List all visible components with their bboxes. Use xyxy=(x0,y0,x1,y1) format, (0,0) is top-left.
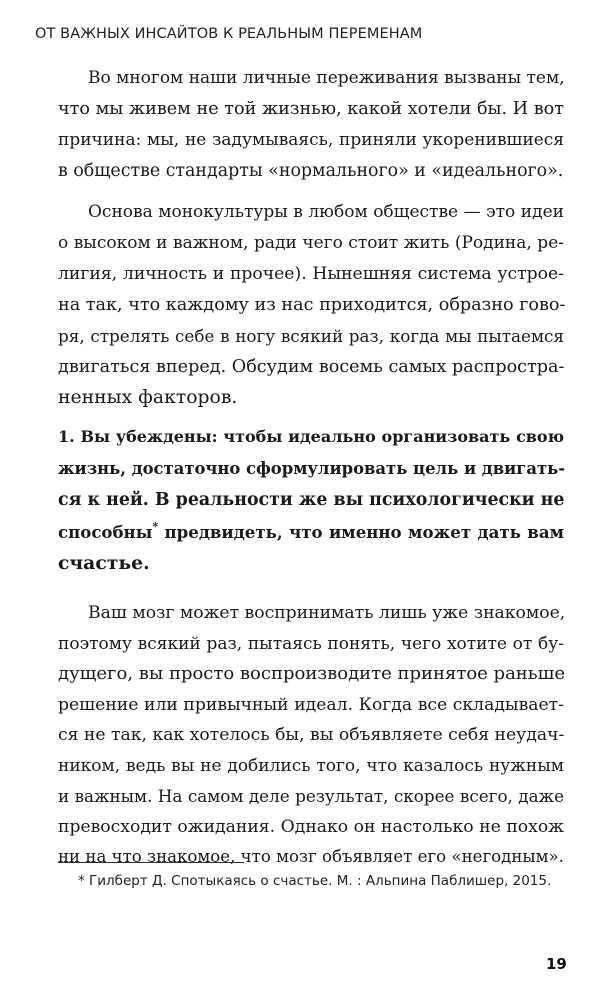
paragraph-3-line-2: поэтому всякий раз, пытаясь понять, чего хотите от бу- xyxy=(58,633,564,654)
paragraph-3-line-7: и важным. На самом деле результат, скорее всего, даже xyxy=(58,786,564,806)
point-1-line-4-end: предвидеть, что именно может дать вам xyxy=(158,521,564,542)
page-number: 19 xyxy=(546,955,567,973)
paragraph-2-line-1: Основа монокультуры в любом обществе — это идеи xyxy=(88,202,564,222)
point-1-line-4-start: способны xyxy=(58,521,153,542)
footnote-marker: * xyxy=(152,519,159,533)
paragraph-3-line-5: ся не так, как хотелось бы, вы объявляете себя неудач- xyxy=(58,725,565,745)
point-1-line-5: счастье. xyxy=(58,552,150,574)
paragraph-3-line-3: дущего, вы просто воспроизводите принятое раньше xyxy=(58,663,565,684)
paragraph-2-line-6: двигаться вперед. Обсудим восемь самых распростра- xyxy=(58,357,565,377)
paragraph-3-line-4: решение или привычный идеал. Когда все складывает- xyxy=(58,694,564,715)
paragraph-3-line-8: превосходит ожидания. Однако он настолько не похож xyxy=(58,816,564,837)
point-1-line-2: жизнь, достаточно сформулировать цель и двигать- xyxy=(58,458,566,478)
point-1-line-4 xyxy=(58,516,564,548)
paragraph-3-line-9: ни на что знакомое, что мозг объявляет его «негодным». xyxy=(58,847,564,866)
footnote-divider xyxy=(58,862,244,863)
paragraph-1-line-3: причина: мы, не задумываясь, приняли укоренившиеся xyxy=(58,130,564,150)
paragraph-2-line-2: о высоком и важном, ради чего стоит жить (Родина, ре- xyxy=(58,233,564,253)
paragraph-2-line-4: на так, что каждому из нас приходится, образно гово- xyxy=(58,295,566,315)
paragraph-1-line-2: что мы живем не той жизнью, какой хотели бы. И вот xyxy=(58,99,564,119)
footnote: * Гилберт Д. Спотыкаясь о счастье. М. : Альпина Паблишер, 2015. xyxy=(78,873,552,889)
paragraph-3-line-1: Ваш мозг может воспринимать лишь уже знакомое, xyxy=(88,603,566,623)
running-head: ОТ ВАЖНЫХ ИНСАЙТОВ К РЕАЛЬНЫМ ПЕРЕМЕНАМ xyxy=(35,26,423,42)
paragraph-3-line-6: ником, ведь вы не добились того, что казалось нужным xyxy=(58,755,564,776)
paragraph-1-line-4: в обществе стандарты «нормального» и «идеального». xyxy=(58,161,564,181)
point-1-line-1: 1. Вы убеждены: чтобы идеально организовать свою xyxy=(58,427,564,446)
point-1-line-3: ся к ней. В реальности же вы психологически не xyxy=(58,490,565,510)
paragraph-2-line-5: ря, стрелять себе в ногу всякий раз, когда мы пытаемся xyxy=(58,326,564,346)
paragraph-2-line-7: ненных факторов. xyxy=(58,387,238,408)
paragraph-1-line-1: Во многом наши личные переживания вызваны тем, xyxy=(88,68,565,88)
paragraph-2-line-3: лигия, личность и прочее). Нынешняя система устрое- xyxy=(58,264,564,284)
